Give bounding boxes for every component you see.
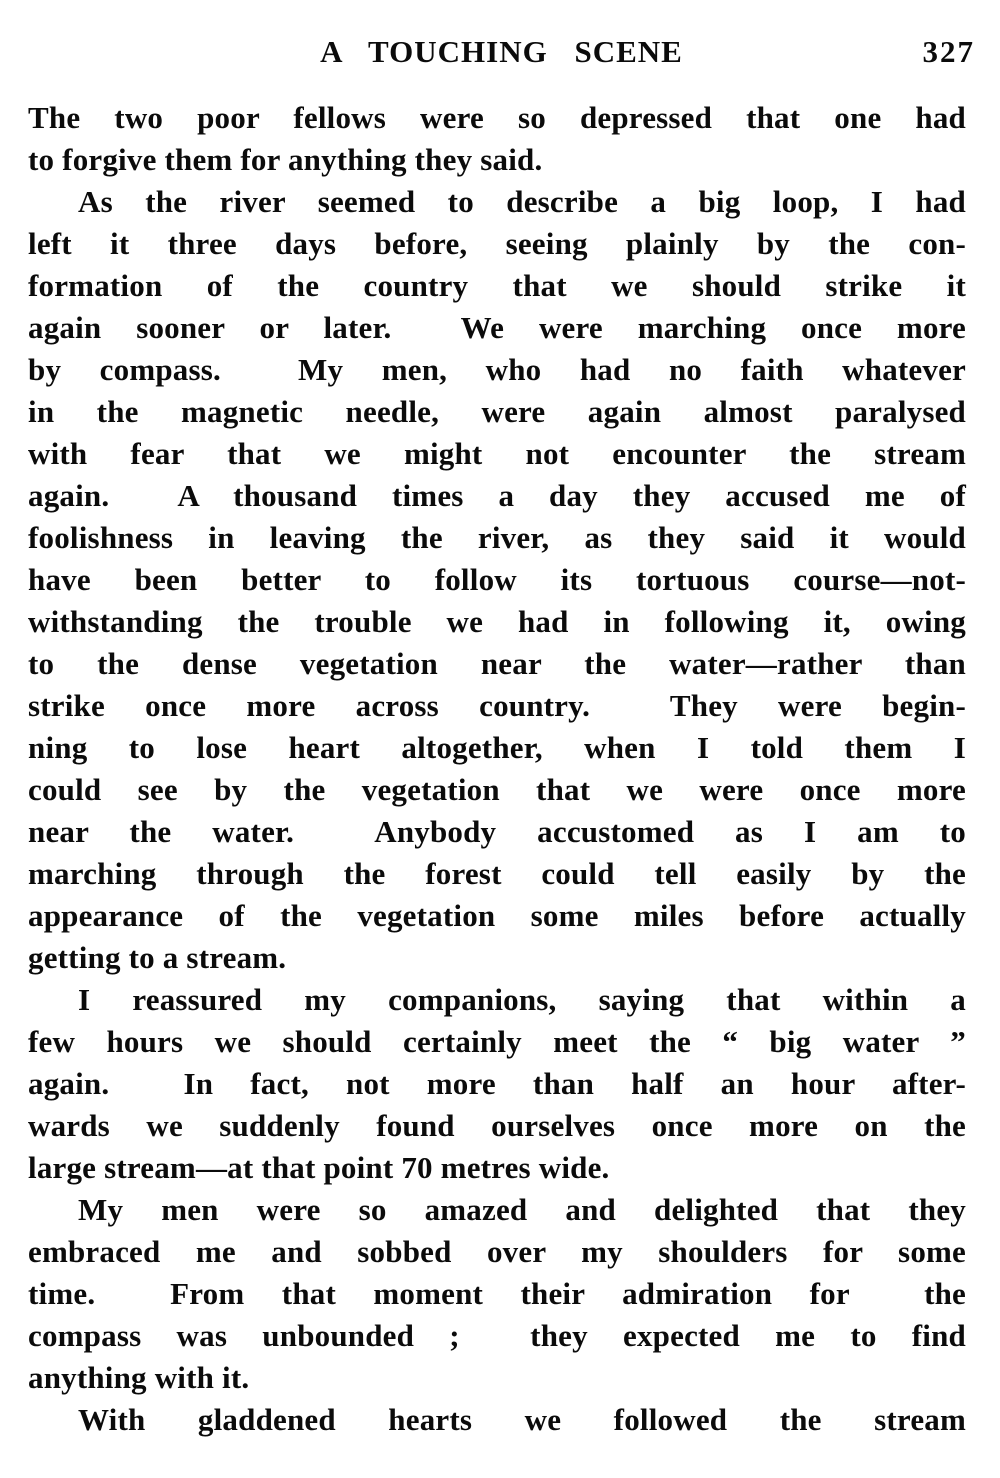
text-line: could see by the vegetation that we were once more <box>28 772 966 807</box>
text-line: As the river seemed to describe a big loop, I had <box>78 184 966 219</box>
text-line: have been better to follow its tortuous course—not- <box>28 562 966 597</box>
page-body <box>28 97 966 1441</box>
text-line: formation of the country that we should strike it <box>28 268 966 303</box>
page-number: 327 <box>922 34 975 69</box>
text-line: by compass. My men, who had no faith whatever <box>28 352 966 387</box>
text-line: near the water. Anybody accustomed as I am to <box>28 814 966 849</box>
text-line: The two poor fellows were so depressed that one had <box>28 100 966 135</box>
text-line: embraced me and sobbed over my shoulders for some <box>28 1234 966 1269</box>
text-line: marching through the forest could tell easily by the <box>28 856 966 891</box>
text-line: strike once more across country. They were begin- <box>28 688 966 723</box>
text-line: in the magnetic needle, were again almost paralysed <box>28 394 966 429</box>
text-line: compass was unbounded ; they expected me to find <box>28 1318 966 1353</box>
text-line: left it three days before, seeing plainly by the con- <box>28 226 966 261</box>
paragraph <box>28 1189 966 1399</box>
running-header-title: A TOUCHING SCENE <box>320 34 683 69</box>
text-line: few hours we should certainly meet the “ big water ” <box>28 1024 966 1059</box>
paragraph <box>28 1399 966 1441</box>
text-line: anything with it. <box>28 1360 250 1395</box>
text-line: to the dense vegetation near the water—rather than <box>28 646 966 681</box>
text-line: time. From that moment their admiration for the <box>28 1276 966 1311</box>
text-line: with fear that we might not encounter the stream <box>28 436 966 471</box>
text-line: appearance of the vegetation some miles before actually <box>28 898 966 933</box>
paragraph <box>28 979 966 1189</box>
text-line: large stream—at that point 70 metres wide. <box>28 1150 610 1185</box>
text-line: getting to a stream. <box>28 940 287 975</box>
text-line: to forgive them for anything they said. <box>28 142 543 177</box>
text-line: again. A thousand times a day they accused me of <box>28 478 966 513</box>
text-line: I reassured my companions, saying that within a <box>78 982 966 1017</box>
page-header <box>28 32 975 74</box>
text-line: ning to lose heart altogether, when I told them I <box>28 730 966 765</box>
text-line: wards we suddenly found ourselves once more on the <box>28 1108 966 1143</box>
text-line: again. In fact, not more than half an hour after- <box>28 1066 966 1101</box>
text-line: foolishness in leaving the river, as they said it would <box>28 520 966 555</box>
paragraph <box>28 97 966 181</box>
text-line: withstanding the trouble we had in following it, owing <box>28 604 966 639</box>
text-line: again sooner or later. We were marching once more <box>28 310 966 345</box>
text-line: My men were so amazed and delighted that they <box>78 1192 966 1227</box>
paragraph <box>28 181 966 979</box>
text-line: With gladdened hearts we followed the stream <box>78 1402 966 1437</box>
